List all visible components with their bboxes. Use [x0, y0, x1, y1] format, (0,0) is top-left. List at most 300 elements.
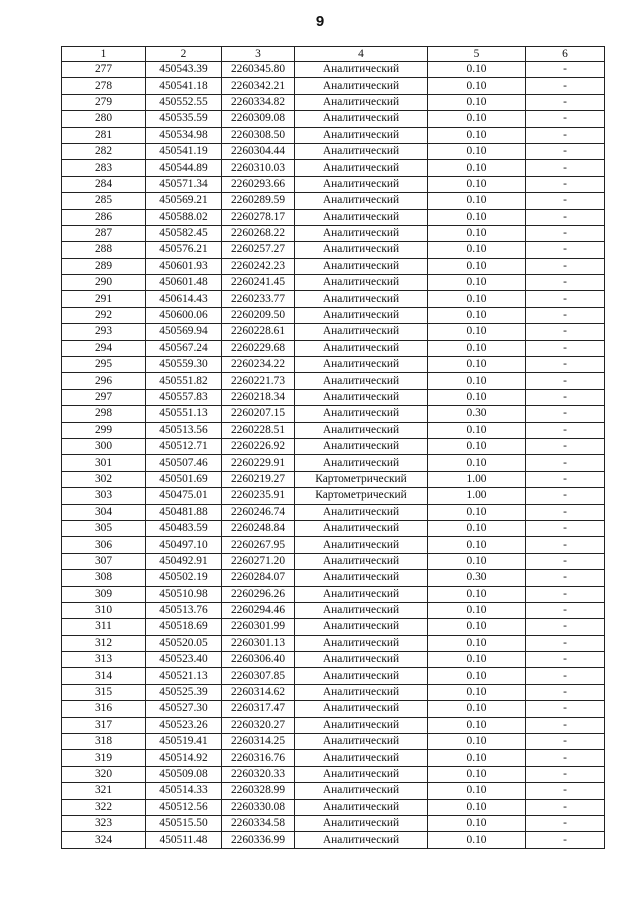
y-coordinate-cell: 2260320.27 — [222, 717, 295, 733]
method-cell: Аналитический — [295, 291, 428, 307]
method-cell: Аналитический — [295, 307, 428, 323]
column-header: 4 — [295, 47, 428, 62]
accuracy-cell: 0.10 — [428, 602, 526, 618]
accuracy-cell: 0.30 — [428, 406, 526, 422]
method-cell: Аналитический — [295, 570, 428, 586]
method-cell: Аналитический — [295, 258, 428, 274]
y-coordinate-cell: 2260246.74 — [222, 504, 295, 520]
x-coordinate-cell: 450523.26 — [146, 717, 222, 733]
method-cell: Аналитический — [295, 193, 428, 209]
table-row — [62, 652, 605, 668]
note-cell: - — [526, 832, 605, 848]
x-coordinate-cell: 450513.56 — [146, 422, 222, 438]
y-coordinate-cell: 2260316.76 — [222, 750, 295, 766]
point-number-cell: 291 — [62, 291, 146, 307]
coordinates-table — [61, 46, 605, 849]
y-coordinate-cell: 2260330.08 — [222, 799, 295, 815]
method-cell: Аналитический — [295, 783, 428, 799]
x-coordinate-cell: 450601.93 — [146, 258, 222, 274]
accuracy-cell: 0.10 — [428, 783, 526, 799]
note-cell: - — [526, 324, 605, 340]
table-row — [62, 143, 605, 159]
y-coordinate-cell: 2260228.61 — [222, 324, 295, 340]
point-number-cell: 318 — [62, 734, 146, 750]
y-coordinate-cell: 2260301.13 — [222, 635, 295, 651]
accuracy-cell: 0.10 — [428, 111, 526, 127]
note-cell: - — [526, 734, 605, 750]
method-cell: Аналитический — [295, 176, 428, 192]
point-number-cell: 300 — [62, 438, 146, 454]
note-cell: - — [526, 275, 605, 291]
x-coordinate-cell: 450523.40 — [146, 652, 222, 668]
accuracy-cell: 0.10 — [428, 357, 526, 373]
note-cell: - — [526, 455, 605, 471]
x-coordinate-cell: 450501.69 — [146, 471, 222, 487]
x-coordinate-cell: 450518.69 — [146, 619, 222, 635]
accuracy-cell: 0.10 — [428, 652, 526, 668]
header-row — [62, 47, 605, 62]
accuracy-cell: 0.10 — [428, 455, 526, 471]
x-coordinate-cell: 450481.88 — [146, 504, 222, 520]
point-number-cell: 302 — [62, 471, 146, 487]
x-coordinate-cell: 450512.56 — [146, 799, 222, 815]
x-coordinate-cell: 450559.30 — [146, 357, 222, 373]
method-cell: Аналитический — [295, 537, 428, 553]
accuracy-cell: 0.10 — [428, 94, 526, 110]
table-row — [62, 357, 605, 373]
method-cell: Аналитический — [295, 389, 428, 405]
method-cell: Аналитический — [295, 275, 428, 291]
y-coordinate-cell: 2260226.92 — [222, 438, 295, 454]
accuracy-cell: 0.10 — [428, 275, 526, 291]
x-coordinate-cell: 450569.21 — [146, 193, 222, 209]
point-number-cell: 279 — [62, 94, 146, 110]
point-number-cell: 294 — [62, 340, 146, 356]
point-number-cell: 283 — [62, 160, 146, 176]
x-coordinate-cell: 450544.89 — [146, 160, 222, 176]
note-cell: - — [526, 553, 605, 569]
table-row — [62, 324, 605, 340]
y-coordinate-cell: 2260242.23 — [222, 258, 295, 274]
x-coordinate-cell: 450497.10 — [146, 537, 222, 553]
note-cell: - — [526, 635, 605, 651]
accuracy-cell: 0.10 — [428, 537, 526, 553]
y-coordinate-cell: 2260317.47 — [222, 701, 295, 717]
note-cell: - — [526, 78, 605, 94]
y-coordinate-cell: 2260233.77 — [222, 291, 295, 307]
x-coordinate-cell: 450567.24 — [146, 340, 222, 356]
point-number-cell: 281 — [62, 127, 146, 143]
table-row — [62, 422, 605, 438]
y-coordinate-cell: 2260310.03 — [222, 160, 295, 176]
x-coordinate-cell: 450502.19 — [146, 570, 222, 586]
accuracy-cell: 0.10 — [428, 766, 526, 782]
accuracy-cell: 0.10 — [428, 143, 526, 159]
accuracy-cell: 0.10 — [428, 324, 526, 340]
method-cell: Аналитический — [295, 422, 428, 438]
point-number-cell: 321 — [62, 783, 146, 799]
note-cell: - — [526, 242, 605, 258]
table-row — [62, 438, 605, 454]
table-row — [62, 340, 605, 356]
y-coordinate-cell: 2260207.15 — [222, 406, 295, 422]
note-cell: - — [526, 766, 605, 782]
method-cell: Аналитический — [295, 225, 428, 241]
x-coordinate-cell: 450509.08 — [146, 766, 222, 782]
x-coordinate-cell: 450521.13 — [146, 668, 222, 684]
table-row — [62, 275, 605, 291]
table-row — [62, 471, 605, 487]
x-coordinate-cell: 450519.41 — [146, 734, 222, 750]
table-row — [62, 570, 605, 586]
note-cell: - — [526, 701, 605, 717]
y-coordinate-cell: 2260229.68 — [222, 340, 295, 356]
x-coordinate-cell: 450551.82 — [146, 373, 222, 389]
method-cell: Аналитический — [295, 619, 428, 635]
table-row — [62, 225, 605, 241]
y-coordinate-cell: 2260308.50 — [222, 127, 295, 143]
y-coordinate-cell: 2260309.08 — [222, 111, 295, 127]
method-cell: Аналитический — [295, 209, 428, 225]
note-cell: - — [526, 127, 605, 143]
method-cell: Аналитический — [295, 504, 428, 520]
point-number-cell: 303 — [62, 488, 146, 504]
accuracy-cell: 0.10 — [428, 225, 526, 241]
x-coordinate-cell: 450541.19 — [146, 143, 222, 159]
accuracy-cell: 0.10 — [428, 389, 526, 405]
x-coordinate-cell: 450541.18 — [146, 78, 222, 94]
y-coordinate-cell: 2260334.82 — [222, 94, 295, 110]
method-cell: Аналитический — [295, 701, 428, 717]
y-coordinate-cell: 2260296.26 — [222, 586, 295, 602]
point-number-cell: 305 — [62, 520, 146, 536]
method-cell: Аналитический — [295, 766, 428, 782]
point-number-cell: 312 — [62, 635, 146, 651]
note-cell: - — [526, 209, 605, 225]
point-number-cell: 315 — [62, 684, 146, 700]
x-coordinate-cell: 450510.98 — [146, 586, 222, 602]
x-coordinate-cell: 450520.05 — [146, 635, 222, 651]
note-cell: - — [526, 717, 605, 733]
x-coordinate-cell: 450507.46 — [146, 455, 222, 471]
note-cell: - — [526, 815, 605, 831]
table-row — [62, 766, 605, 782]
method-cell: Аналитический — [295, 406, 428, 422]
x-coordinate-cell: 450513.76 — [146, 602, 222, 618]
point-number-cell: 290 — [62, 275, 146, 291]
accuracy-cell: 0.10 — [428, 127, 526, 143]
y-coordinate-cell: 2260336.99 — [222, 832, 295, 848]
table-row — [62, 586, 605, 602]
x-coordinate-cell: 450552.55 — [146, 94, 222, 110]
method-cell: Аналитический — [295, 750, 428, 766]
accuracy-cell: 0.10 — [428, 62, 526, 78]
point-number-cell: 299 — [62, 422, 146, 438]
table-row — [62, 504, 605, 520]
method-cell: Аналитический — [295, 143, 428, 159]
note-cell: - — [526, 389, 605, 405]
y-coordinate-cell: 2260278.17 — [222, 209, 295, 225]
method-cell: Аналитический — [295, 668, 428, 684]
y-coordinate-cell: 2260294.46 — [222, 602, 295, 618]
note-cell: - — [526, 111, 605, 127]
method-cell: Аналитический — [295, 684, 428, 700]
x-coordinate-cell: 450475.01 — [146, 488, 222, 504]
table-row — [62, 193, 605, 209]
accuracy-cell: 0.10 — [428, 553, 526, 569]
table-row — [62, 111, 605, 127]
y-coordinate-cell: 2260241.45 — [222, 275, 295, 291]
method-cell: Аналитический — [295, 111, 428, 127]
point-number-cell: 310 — [62, 602, 146, 618]
x-coordinate-cell: 450514.33 — [146, 783, 222, 799]
method-cell: Аналитический — [295, 357, 428, 373]
note-cell: - — [526, 176, 605, 192]
point-number-cell: 309 — [62, 586, 146, 602]
point-number-cell: 286 — [62, 209, 146, 225]
table-row — [62, 242, 605, 258]
accuracy-cell: 0.10 — [428, 815, 526, 831]
table-row — [62, 832, 605, 848]
accuracy-cell: 0.10 — [428, 160, 526, 176]
point-number-cell: 319 — [62, 750, 146, 766]
y-coordinate-cell: 2260229.91 — [222, 455, 295, 471]
accuracy-cell: 0.10 — [428, 832, 526, 848]
accuracy-cell: 0.10 — [428, 373, 526, 389]
method-cell: Аналитический — [295, 799, 428, 815]
y-coordinate-cell: 2260314.62 — [222, 684, 295, 700]
x-coordinate-cell: 450534.98 — [146, 127, 222, 143]
method-cell: Аналитический — [295, 520, 428, 536]
x-coordinate-cell: 450525.39 — [146, 684, 222, 700]
table-row — [62, 94, 605, 110]
note-cell: - — [526, 783, 605, 799]
method-cell: Аналитический — [295, 832, 428, 848]
note-cell: - — [526, 94, 605, 110]
method-cell: Аналитический — [295, 62, 428, 78]
y-coordinate-cell: 2260307.85 — [222, 668, 295, 684]
table-row — [62, 291, 605, 307]
table-row — [62, 717, 605, 733]
point-number-cell: 284 — [62, 176, 146, 192]
point-number-cell: 292 — [62, 307, 146, 323]
column-header: 1 — [62, 47, 146, 62]
accuracy-cell: 0.10 — [428, 209, 526, 225]
point-number-cell: 289 — [62, 258, 146, 274]
y-coordinate-cell: 2260218.34 — [222, 389, 295, 405]
x-coordinate-cell: 450588.02 — [146, 209, 222, 225]
point-number-cell: 314 — [62, 668, 146, 684]
accuracy-cell: 0.10 — [428, 619, 526, 635]
method-cell: Аналитический — [295, 78, 428, 94]
table-row — [62, 127, 605, 143]
y-coordinate-cell: 2260306.40 — [222, 652, 295, 668]
x-coordinate-cell: 450543.39 — [146, 62, 222, 78]
x-coordinate-cell: 450600.06 — [146, 307, 222, 323]
point-number-cell: 324 — [62, 832, 146, 848]
table-row — [62, 799, 605, 815]
accuracy-cell: 0.10 — [428, 799, 526, 815]
y-coordinate-cell: 2260228.51 — [222, 422, 295, 438]
y-coordinate-cell: 2260334.58 — [222, 815, 295, 831]
table-row — [62, 783, 605, 799]
accuracy-cell: 0.10 — [428, 176, 526, 192]
note-cell: - — [526, 340, 605, 356]
table-row — [62, 619, 605, 635]
table-row — [62, 537, 605, 553]
method-cell: Аналитический — [295, 815, 428, 831]
x-coordinate-cell: 450576.21 — [146, 242, 222, 258]
point-number-cell: 301 — [62, 455, 146, 471]
method-cell: Аналитический — [295, 635, 428, 651]
y-coordinate-cell: 2260267.95 — [222, 537, 295, 553]
table-row — [62, 176, 605, 192]
note-cell: - — [526, 684, 605, 700]
point-number-cell: 308 — [62, 570, 146, 586]
y-coordinate-cell: 2260301.99 — [222, 619, 295, 635]
accuracy-cell: 0.10 — [428, 504, 526, 520]
table-row — [62, 62, 605, 78]
point-number-cell: 323 — [62, 815, 146, 831]
note-cell: - — [526, 258, 605, 274]
method-cell: Аналитический — [295, 652, 428, 668]
accuracy-cell: 0.10 — [428, 750, 526, 766]
table-row — [62, 815, 605, 831]
table-row — [62, 684, 605, 700]
note-cell: - — [526, 160, 605, 176]
note-cell: - — [526, 438, 605, 454]
table-row — [62, 455, 605, 471]
point-number-cell: 320 — [62, 766, 146, 782]
point-number-cell: 296 — [62, 373, 146, 389]
accuracy-cell: 0.10 — [428, 422, 526, 438]
x-coordinate-cell: 450557.83 — [146, 389, 222, 405]
method-cell: Аналитический — [295, 553, 428, 569]
y-coordinate-cell: 2260248.84 — [222, 520, 295, 536]
method-cell: Аналитический — [295, 602, 428, 618]
table-row — [62, 520, 605, 536]
method-cell: Аналитический — [295, 438, 428, 454]
note-cell: - — [526, 570, 605, 586]
note-cell: - — [526, 799, 605, 815]
note-cell: - — [526, 619, 605, 635]
x-coordinate-cell: 450511.48 — [146, 832, 222, 848]
x-coordinate-cell: 450601.48 — [146, 275, 222, 291]
method-cell: Аналитический — [295, 586, 428, 602]
note-cell: - — [526, 307, 605, 323]
note-cell: - — [526, 193, 605, 209]
table-row — [62, 553, 605, 569]
x-coordinate-cell: 450492.91 — [146, 553, 222, 569]
table-row — [62, 488, 605, 504]
table-row — [62, 701, 605, 717]
y-coordinate-cell: 2260320.33 — [222, 766, 295, 782]
x-coordinate-cell: 450515.50 — [146, 815, 222, 831]
accuracy-cell: 0.10 — [428, 668, 526, 684]
column-header: 3 — [222, 47, 295, 62]
point-number-cell: 280 — [62, 111, 146, 127]
accuracy-cell: 0.10 — [428, 520, 526, 536]
point-number-cell: 304 — [62, 504, 146, 520]
note-cell: - — [526, 750, 605, 766]
method-cell: Аналитический — [295, 734, 428, 750]
method-cell: Аналитический — [295, 160, 428, 176]
point-number-cell: 322 — [62, 799, 146, 815]
table-row — [62, 258, 605, 274]
note-cell: - — [526, 504, 605, 520]
point-number-cell: 295 — [62, 357, 146, 373]
note-cell: - — [526, 373, 605, 389]
table-row — [62, 668, 605, 684]
note-cell: - — [526, 586, 605, 602]
accuracy-cell: 0.10 — [428, 438, 526, 454]
note-cell: - — [526, 602, 605, 618]
x-coordinate-cell: 450512.71 — [146, 438, 222, 454]
y-coordinate-cell: 2260328.99 — [222, 783, 295, 799]
table-row — [62, 750, 605, 766]
note-cell: - — [526, 488, 605, 504]
accuracy-cell: 0.10 — [428, 193, 526, 209]
point-number-cell: 311 — [62, 619, 146, 635]
y-coordinate-cell: 2260304.44 — [222, 143, 295, 159]
x-coordinate-cell: 450571.34 — [146, 176, 222, 192]
x-coordinate-cell: 450535.59 — [146, 111, 222, 127]
accuracy-cell: 0.10 — [428, 734, 526, 750]
column-header: 5 — [428, 47, 526, 62]
y-coordinate-cell: 2260209.50 — [222, 307, 295, 323]
method-cell: Картометрический — [295, 471, 428, 487]
table-row — [62, 389, 605, 405]
note-cell: - — [526, 422, 605, 438]
method-cell: Аналитический — [295, 324, 428, 340]
point-number-cell: 285 — [62, 193, 146, 209]
table-row — [62, 373, 605, 389]
point-number-cell: 298 — [62, 406, 146, 422]
point-number-cell: 282 — [62, 143, 146, 159]
table-row — [62, 307, 605, 323]
y-coordinate-cell: 2260234.22 — [222, 357, 295, 373]
point-number-cell: 287 — [62, 225, 146, 241]
note-cell: - — [526, 225, 605, 241]
y-coordinate-cell: 2260268.22 — [222, 225, 295, 241]
y-coordinate-cell: 2260235.91 — [222, 488, 295, 504]
method-cell: Аналитический — [295, 340, 428, 356]
point-number-cell: 297 — [62, 389, 146, 405]
table-row — [62, 406, 605, 422]
note-cell: - — [526, 471, 605, 487]
note-cell: - — [526, 62, 605, 78]
note-cell: - — [526, 668, 605, 684]
method-cell: Аналитический — [295, 127, 428, 143]
accuracy-cell: 1.00 — [428, 471, 526, 487]
accuracy-cell: 0.10 — [428, 684, 526, 700]
y-coordinate-cell: 2260293.66 — [222, 176, 295, 192]
x-coordinate-cell: 450614.43 — [146, 291, 222, 307]
accuracy-cell: 0.30 — [428, 570, 526, 586]
accuracy-cell: 1.00 — [428, 488, 526, 504]
point-number-cell: 313 — [62, 652, 146, 668]
method-cell: Аналитический — [295, 455, 428, 471]
y-coordinate-cell: 2260221.73 — [222, 373, 295, 389]
x-coordinate-cell: 450551.13 — [146, 406, 222, 422]
note-cell: - — [526, 143, 605, 159]
x-coordinate-cell: 450569.94 — [146, 324, 222, 340]
column-header: 2 — [146, 47, 222, 62]
method-cell: Аналитический — [295, 94, 428, 110]
table-body — [62, 62, 605, 849]
method-cell: Аналитический — [295, 373, 428, 389]
x-coordinate-cell: 450527.30 — [146, 701, 222, 717]
